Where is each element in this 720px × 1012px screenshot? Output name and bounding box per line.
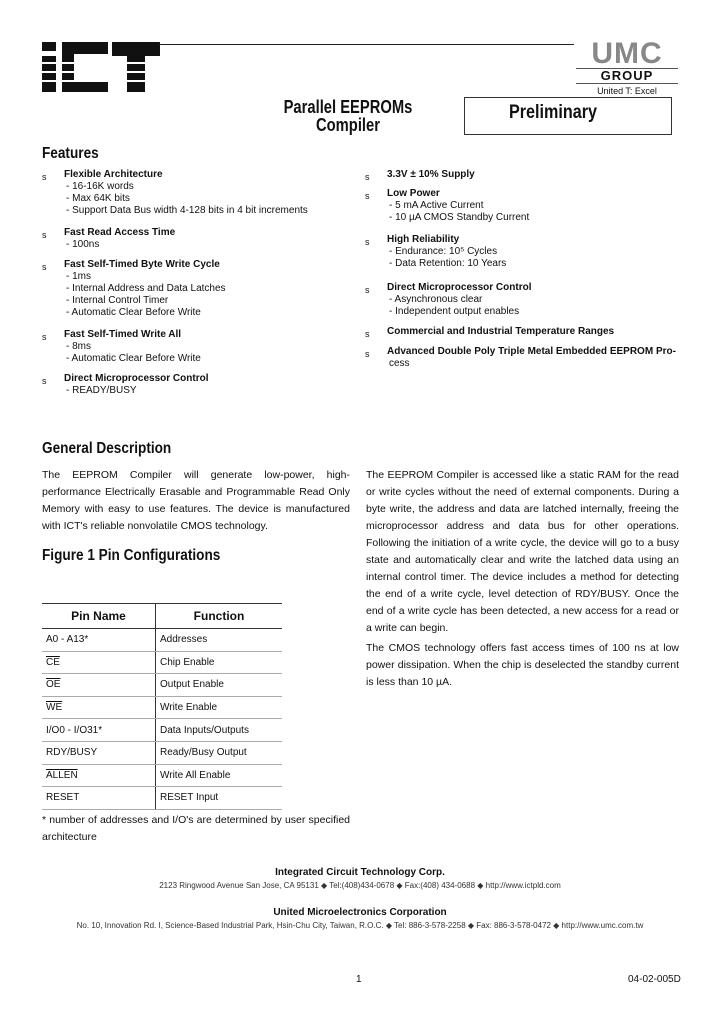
ict-logo	[42, 42, 160, 92]
footer-address-ict: 2123 Ringwood Avenue San Jose, CA 95131 ◆ Tel:(408)434-0678 ◆ Fax:(408) 434-0688 ◆ http://www.ictpld.com	[159, 881, 561, 890]
umc-logo: UMC GROUP United T: Excel	[572, 40, 682, 98]
footer-company-umc: United Microelectronics Corporation	[273, 907, 447, 918]
general-description-right-2: The CMOS technology offers fast access times of 100 ns at low power dissipation. When the chip is deselected the standby current is less than 10 µA.	[366, 642, 679, 688]
feature-detail: - 100ns	[66, 239, 100, 250]
table-row: I/O0 - I/O31* Data Inputs/Outputs	[42, 719, 282, 742]
feature-item	[365, 234, 707, 270]
feature-item	[42, 227, 384, 251]
feature-detail: cess	[389, 358, 410, 369]
table-row: RDY/BUSY Ready/Busy Output	[42, 741, 282, 764]
footer-company-ict: Integrated Circuit Technology Corp.	[275, 867, 445, 878]
feature-title: Fast Read Access Time	[64, 227, 176, 238]
bullet-icon: s	[365, 329, 370, 339]
feature-item	[365, 346, 707, 370]
feature-item	[42, 373, 384, 397]
general-description-right-1: The EEPROM Compiler is accessed like a static RAM for the read or write cycles without the need of external components. During a byte write, the address and data are latched internally, freeing the microprocessor address and data bus for other operations. Following the initiation of a write cycle, the device will go to a busy state and automatically clear and write the latched data using an internal control timer. The device includes a method for detecting the end of a write cycle, level detection of RDY/BUSY. Once the end of a write cycle has been detected, a new access for a read or a write can begin.	[366, 469, 679, 634]
general-description-heading: General Description	[42, 440, 172, 457]
feature-detail: - Automatic Clear Before Write	[66, 353, 201, 364]
status-box: Preliminary	[464, 97, 672, 135]
feature-item	[365, 282, 707, 318]
feature-title: Direct Microprocessor Control	[64, 373, 209, 384]
feature-title: Fast Self-Timed Write All	[64, 329, 182, 340]
table-row: RESET RESET Input	[42, 787, 282, 810]
feature-detail: - 8ms	[66, 341, 91, 352]
feature-detail: - 10 µA CMOS Standby Current	[389, 212, 530, 223]
table-row: $\overline{OE}$ Output Enable	[42, 674, 282, 697]
function-header: Function	[156, 604, 283, 629]
feature-detail: - Automatic Clear Before Write	[66, 307, 201, 318]
table-row: $\overline{WE}$ Write Enable	[42, 696, 282, 719]
bullet-icon: s	[365, 285, 370, 295]
feature-title: Low Power	[387, 188, 440, 199]
general-description-left: The EEPROM Compiler will generate low-power, high-performance Electrically Erasable and Programmable Read Only Memory with easy to use features. The device is manufactured with ICT's reliable nonvolatile CMOS technology.	[42, 469, 350, 532]
feature-detail: - Asynchronous clear	[389, 294, 483, 305]
features-heading: Features	[42, 145, 99, 162]
bullet-icon: s	[42, 376, 47, 386]
figure-heading: Figure 1 Pin Configurations	[42, 547, 221, 564]
feature-detail: - 5 mA Active Current	[389, 200, 484, 211]
bullet-icon: s	[42, 172, 47, 182]
feature-title: 3.3V ± 10% Supply	[387, 169, 475, 180]
page-number: 1	[356, 974, 362, 985]
feature-title: Direct Microprocessor Control	[387, 282, 532, 293]
bullet-icon: s	[365, 191, 370, 201]
header-rule	[158, 44, 574, 45]
bullet-icon: s	[365, 237, 370, 247]
feature-item	[42, 329, 384, 365]
feature-detail: - READY/BUSY	[66, 385, 137, 396]
feature-item	[42, 259, 384, 319]
feature-detail: - Internal Address and Data Latches	[66, 283, 226, 294]
bullet-icon: s	[42, 262, 47, 272]
footer-address-umc: No. 10, Innovation Rd. I, Science-Based Industrial Park, Hsin-Chu City, Taiwan, R.O.C. ◆ Tel: 886-3-578-2258 ◆ Fax: 886-3-578-0472 ◆ http://www.umc.com.tw	[76, 921, 644, 930]
feature-title: Advanced Double Poly Triple Metal Embedded EEPROM Pro-	[387, 346, 676, 357]
feature-detail: - Data Retention: 10 Years	[389, 258, 507, 269]
bullet-icon: s	[365, 172, 370, 182]
feature-title: Commercial and Industrial Temperature Ranges	[387, 326, 615, 337]
feature-item	[365, 188, 707, 224]
feature-detail: - Max 64K bits	[66, 193, 130, 204]
bullet-icon: s	[42, 332, 47, 342]
feature-detail: - Endurance: 10⁵ Cycles	[389, 246, 498, 257]
pin-table	[42, 603, 282, 810]
feature-title: Flexible Architecture	[64, 169, 163, 180]
pin-name-header: Pin Name	[42, 604, 156, 629]
feature-detail: - Independent output enables	[389, 306, 520, 317]
feature-item	[365, 326, 707, 339]
feature-item	[365, 169, 707, 182]
table-footnote: * number of addresses and I/O's are determined by user specified architecture	[42, 814, 350, 843]
feature-title: High Reliability	[387, 234, 460, 245]
feature-item	[42, 169, 384, 217]
bullet-icon: s	[42, 230, 47, 240]
table-row: ALLEN Write All Enable	[42, 764, 282, 787]
bullet-icon: s	[365, 349, 370, 359]
document-title: Parallel EEPROMs Compiler	[283, 97, 413, 135]
feature-detail: - 16-16K words	[66, 181, 134, 192]
table-row: $\overline{CE}$ Chip Enable	[42, 651, 282, 674]
feature-detail: - 1ms	[66, 271, 91, 282]
feature-title: Fast Self-Timed Byte Write Cycle	[64, 259, 220, 270]
table-row: A0 - A13* Addresses	[42, 629, 282, 652]
feature-detail: - Support Data Bus width 4-128 bits in 4 bit increments	[66, 205, 308, 216]
feature-detail: - Internal Control Timer	[66, 295, 169, 306]
doc-code: 04-02-005D	[628, 974, 681, 985]
